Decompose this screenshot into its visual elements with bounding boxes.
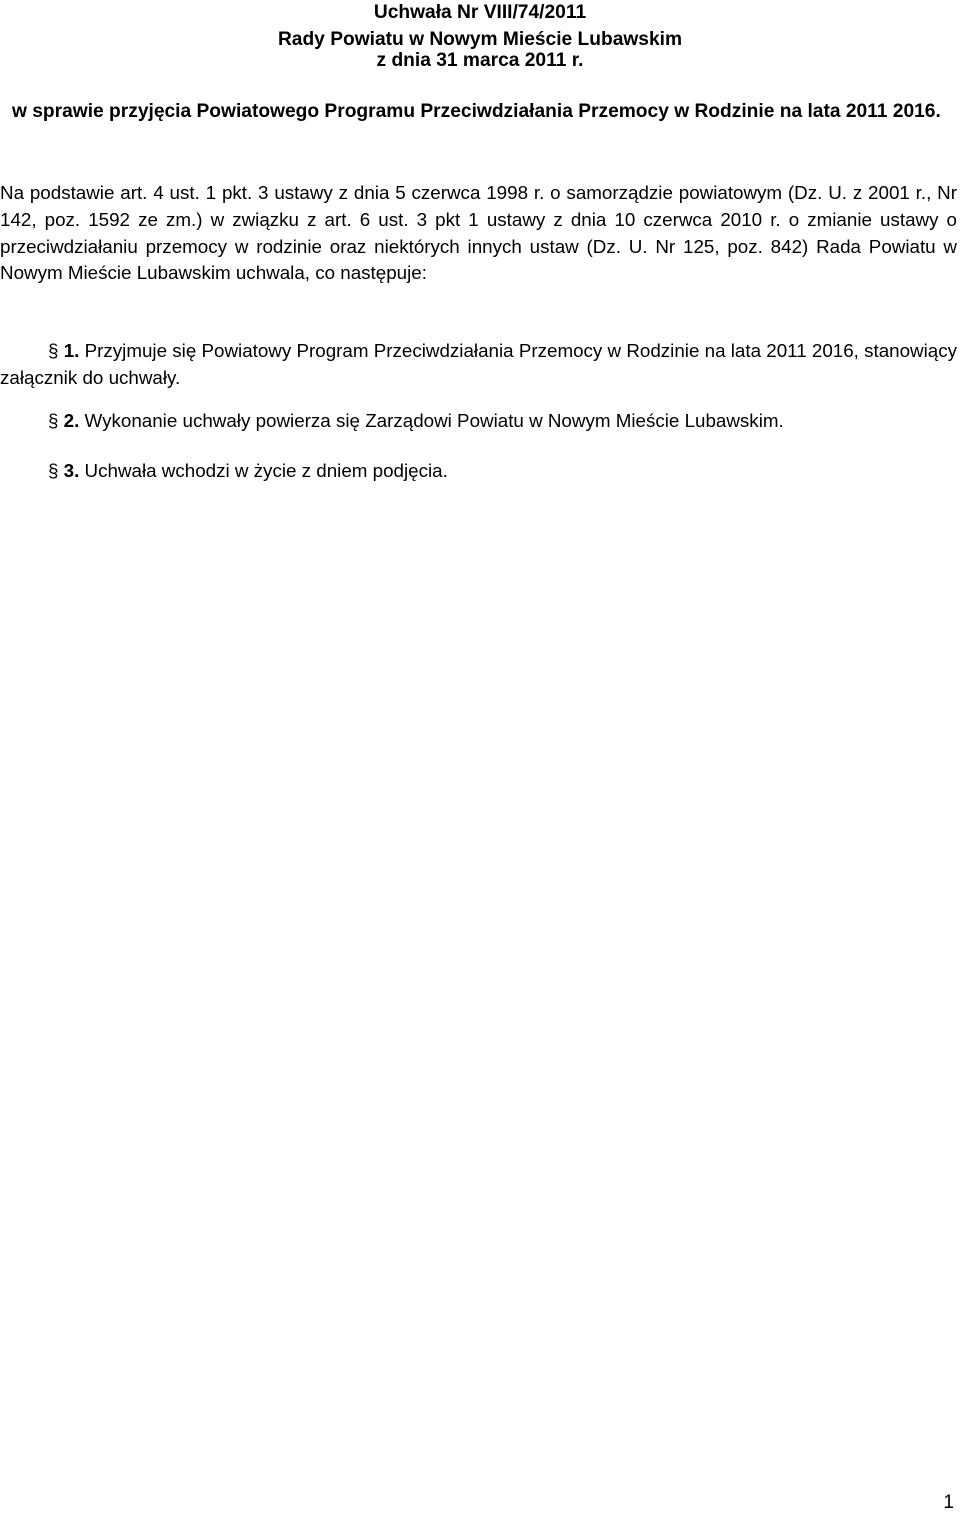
resolution-date: z dnia 31 marca 2011 r. xyxy=(376,50,584,71)
page-number: 1 xyxy=(943,1492,954,1513)
paragraph-text: Uchwała wchodzi w życie z dniem podjęcia. xyxy=(79,460,448,481)
council-name: Rady Powiatu w Nowym Mieście Lubawskim xyxy=(277,29,683,50)
paragraph-text: Przyjmuje się Powiatowy Program Przeciwdziałania Przemocy w Rodzinie na lata 2011 2016, stanowiący załącznik do uchwały. xyxy=(0,340,958,388)
paragraph-3 xyxy=(48,460,448,482)
paragraph-1 xyxy=(0,338,957,392)
paragraph-number: 1. xyxy=(63,340,80,361)
paragraph-number: 2. xyxy=(63,410,80,431)
paragraph-symbol: § xyxy=(48,340,59,361)
resolution-number: Uchwała Nr VIII/74/2011 xyxy=(373,2,587,23)
paragraph-number: 3. xyxy=(63,460,80,481)
paragraph-text: Wykonanie uchwały powierza się Zarządowi Powiatu w Nowym Mieście Lubawskim. xyxy=(79,410,784,431)
legal-basis-preamble: Na podstawie art. 4 ust. 1 pkt. 3 ustawy z dnia 5 czerwca 1998 r. o samorządzie powiatowym (Dz. U. z 2001 r., Nr 142, poz. 1592 ze zm.) w związku z art. 6 ust. 3 pkt 1 ustawy z dnia 10 czerwca 2010 r. o zmianie ustawy o przeciwdziałaniu przemocy w rodzinie oraz niektórych innych ustaw (Dz. U. Nr 125, poz. 842) Rada Powiatu w Nowym Mieście Lubawskim uchwala, co następuje: xyxy=(0,182,957,284)
paragraph-symbol: § xyxy=(48,460,59,481)
paragraph-2 xyxy=(48,410,784,432)
paragraph-symbol: § xyxy=(48,410,59,431)
resolution-subject: w sprawie przyjęcia Powiatowego Programu Przeciwdziałania Przemocy w Rodzinie na lata 2011 2016. xyxy=(12,101,941,122)
